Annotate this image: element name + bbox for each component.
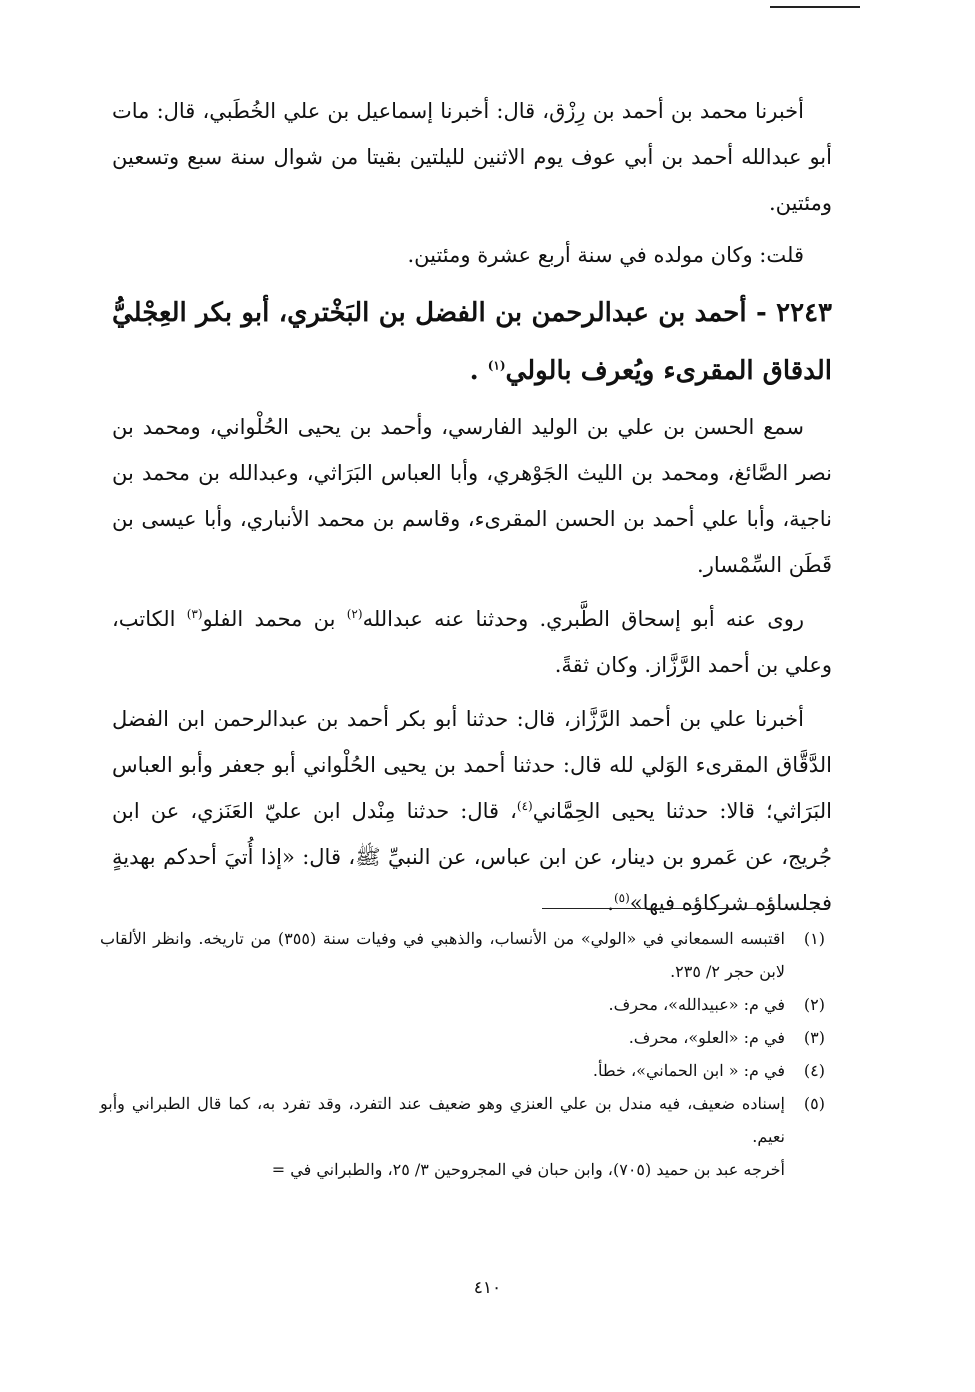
paragraph-hadith [112, 696, 832, 926]
paragraph-obituary: أخبرنا محمد بن أحمد بن رِزْق، قال: أخبرنا إسماعيل بن علي الخُطَبي، قال: مات أبو عبدالله أحمد بن أبي عوف يوم الاثنين لليلتين بقيتا من شوال سنة سبع وتسعين ومئتين. [112, 99, 832, 215]
paragraph-birth: قلت: وكان مولده في سنة أربع عشرة ومئتين. [407, 243, 804, 267]
footnote-item [100, 988, 825, 1021]
footnote-text: في م: «عبيدالله»، محرف. [608, 995, 785, 1014]
footnote-ref-3: (٣) [186, 607, 203, 621]
footnote-separator [542, 908, 822, 909]
footnote-number: (٥) [803, 1094, 825, 1113]
footnote-number: (٢) [803, 995, 825, 1014]
footnote-continuation: أخرجه عبد بن حميد (٧٠٥)، وابن حبان في المجروحين ٣/ ٢٥، والطبراني في = [271, 1160, 785, 1179]
footnote-number: (١) [803, 929, 825, 948]
students-text-c: الكاتب، وعلي بن أحمد الرَّزَّاز. وكان ثقةً. [112, 607, 832, 677]
footnote-text: في م: «العلو»، محرف. [628, 1028, 785, 1047]
students-text-b: بن محمد الفلو [202, 607, 347, 631]
footnote-text: إسناده ضعيف، فيه مندل بن علي العنزي وهو ضعيف عند التفرد، وقد تفرد به، كما قال الطبراني وأبو نعيم. [100, 1094, 785, 1146]
hadith-text-b: ، قال: حدثنا مِنْدل ابن عليّ العَنَزي، عن ابن جُريج، عن عَمرو بن دينار، عن ابن عباس، عن النبيِّ ﷺ، قال: «إذا أُتيَ أحدكم بهديةٍ فجلساؤه شركاؤه فيها» [112, 799, 832, 915]
footnote-item [100, 1087, 825, 1153]
main-text-top [112, 88, 832, 278]
main-text-bottom [112, 404, 832, 926]
footnote-item [100, 1054, 825, 1087]
footnote-number: (٤) [803, 1061, 825, 1080]
footnote-ref-4: (٤) [516, 799, 533, 813]
top-rule [770, 6, 860, 8]
paragraph-students [112, 596, 832, 688]
footnote-number: (٣) [803, 1028, 825, 1047]
entry-heading-text: ٢٢٤٣ - أحمد بن عبدالرحمن بن الفضل بن البَخْتري، أبو بكر العِجْليُّ الدقاق المقرىء ويُعرف بالولي [112, 298, 832, 386]
page-number: ٤١٠ [473, 1278, 502, 1298]
footnote-text: اقتبسه السمعاني في «الولي» من الأنساب، والذهبي في وفيات سنة (٣٥٥) من تاريخه. وانظر الألقاب لابن حجر ٢/ ٢٣٥. [100, 929, 786, 981]
footnote-ref-2: (٢) [346, 607, 363, 621]
footnote-item [100, 1021, 825, 1054]
footnote-ref-5: (٥) [613, 891, 630, 905]
footnote-text: في م: « ابن الحماني»، خطأ. [592, 1061, 785, 1080]
footnote-item [100, 922, 825, 988]
hadith-text-c: . [607, 891, 614, 915]
footnotes [100, 922, 825, 1186]
footnote-ref-1: (١) [487, 358, 506, 373]
entry-heading: ٢٢٤٣ - أحمد بن عبدالرحمن بن الفضل بن البَخْتري، أبو بكر العِجْليُّ الدقاق المقرىء ويُعرف بالولي$^{(١)}$ . [112, 298, 832, 386]
students-text-a: روى عنه أبو إسحاق الطَّبري. وحدثنا عنه عبدالله [362, 607, 804, 631]
hadith-text-a: أخبرنا علي بن أحمد الرَّزَّاز، قال: حدثنا أبو بكر أحمد بن عبدالرحمن ابن الفضل الدَّقَّاق المقرىء الوَلي لله قال: حدثنا أحمد بن يحيى الحُلْواني أبو جعفر وأبو العباس البَرَاثي؛ قالا: حدثنا يحيى الحِمَّاني [112, 707, 832, 823]
paragraph-teachers: سمع الحسن بن علي بن الوليد الفارسي، وأحمد بن يحيى الحُلْواني، ومحمد بن نصر الصَّائغ، ومحمد بن الليث الجَوْهري، وأبا العباس البَرَاثي، وعبدالله بن محمد بن ناجية، وأبا علي أحمد بن الحسن المقرىء، وقاسم بن محمد الأنباري، وأبا عيسى بن قَطَن السِّمْسار. [112, 415, 832, 577]
